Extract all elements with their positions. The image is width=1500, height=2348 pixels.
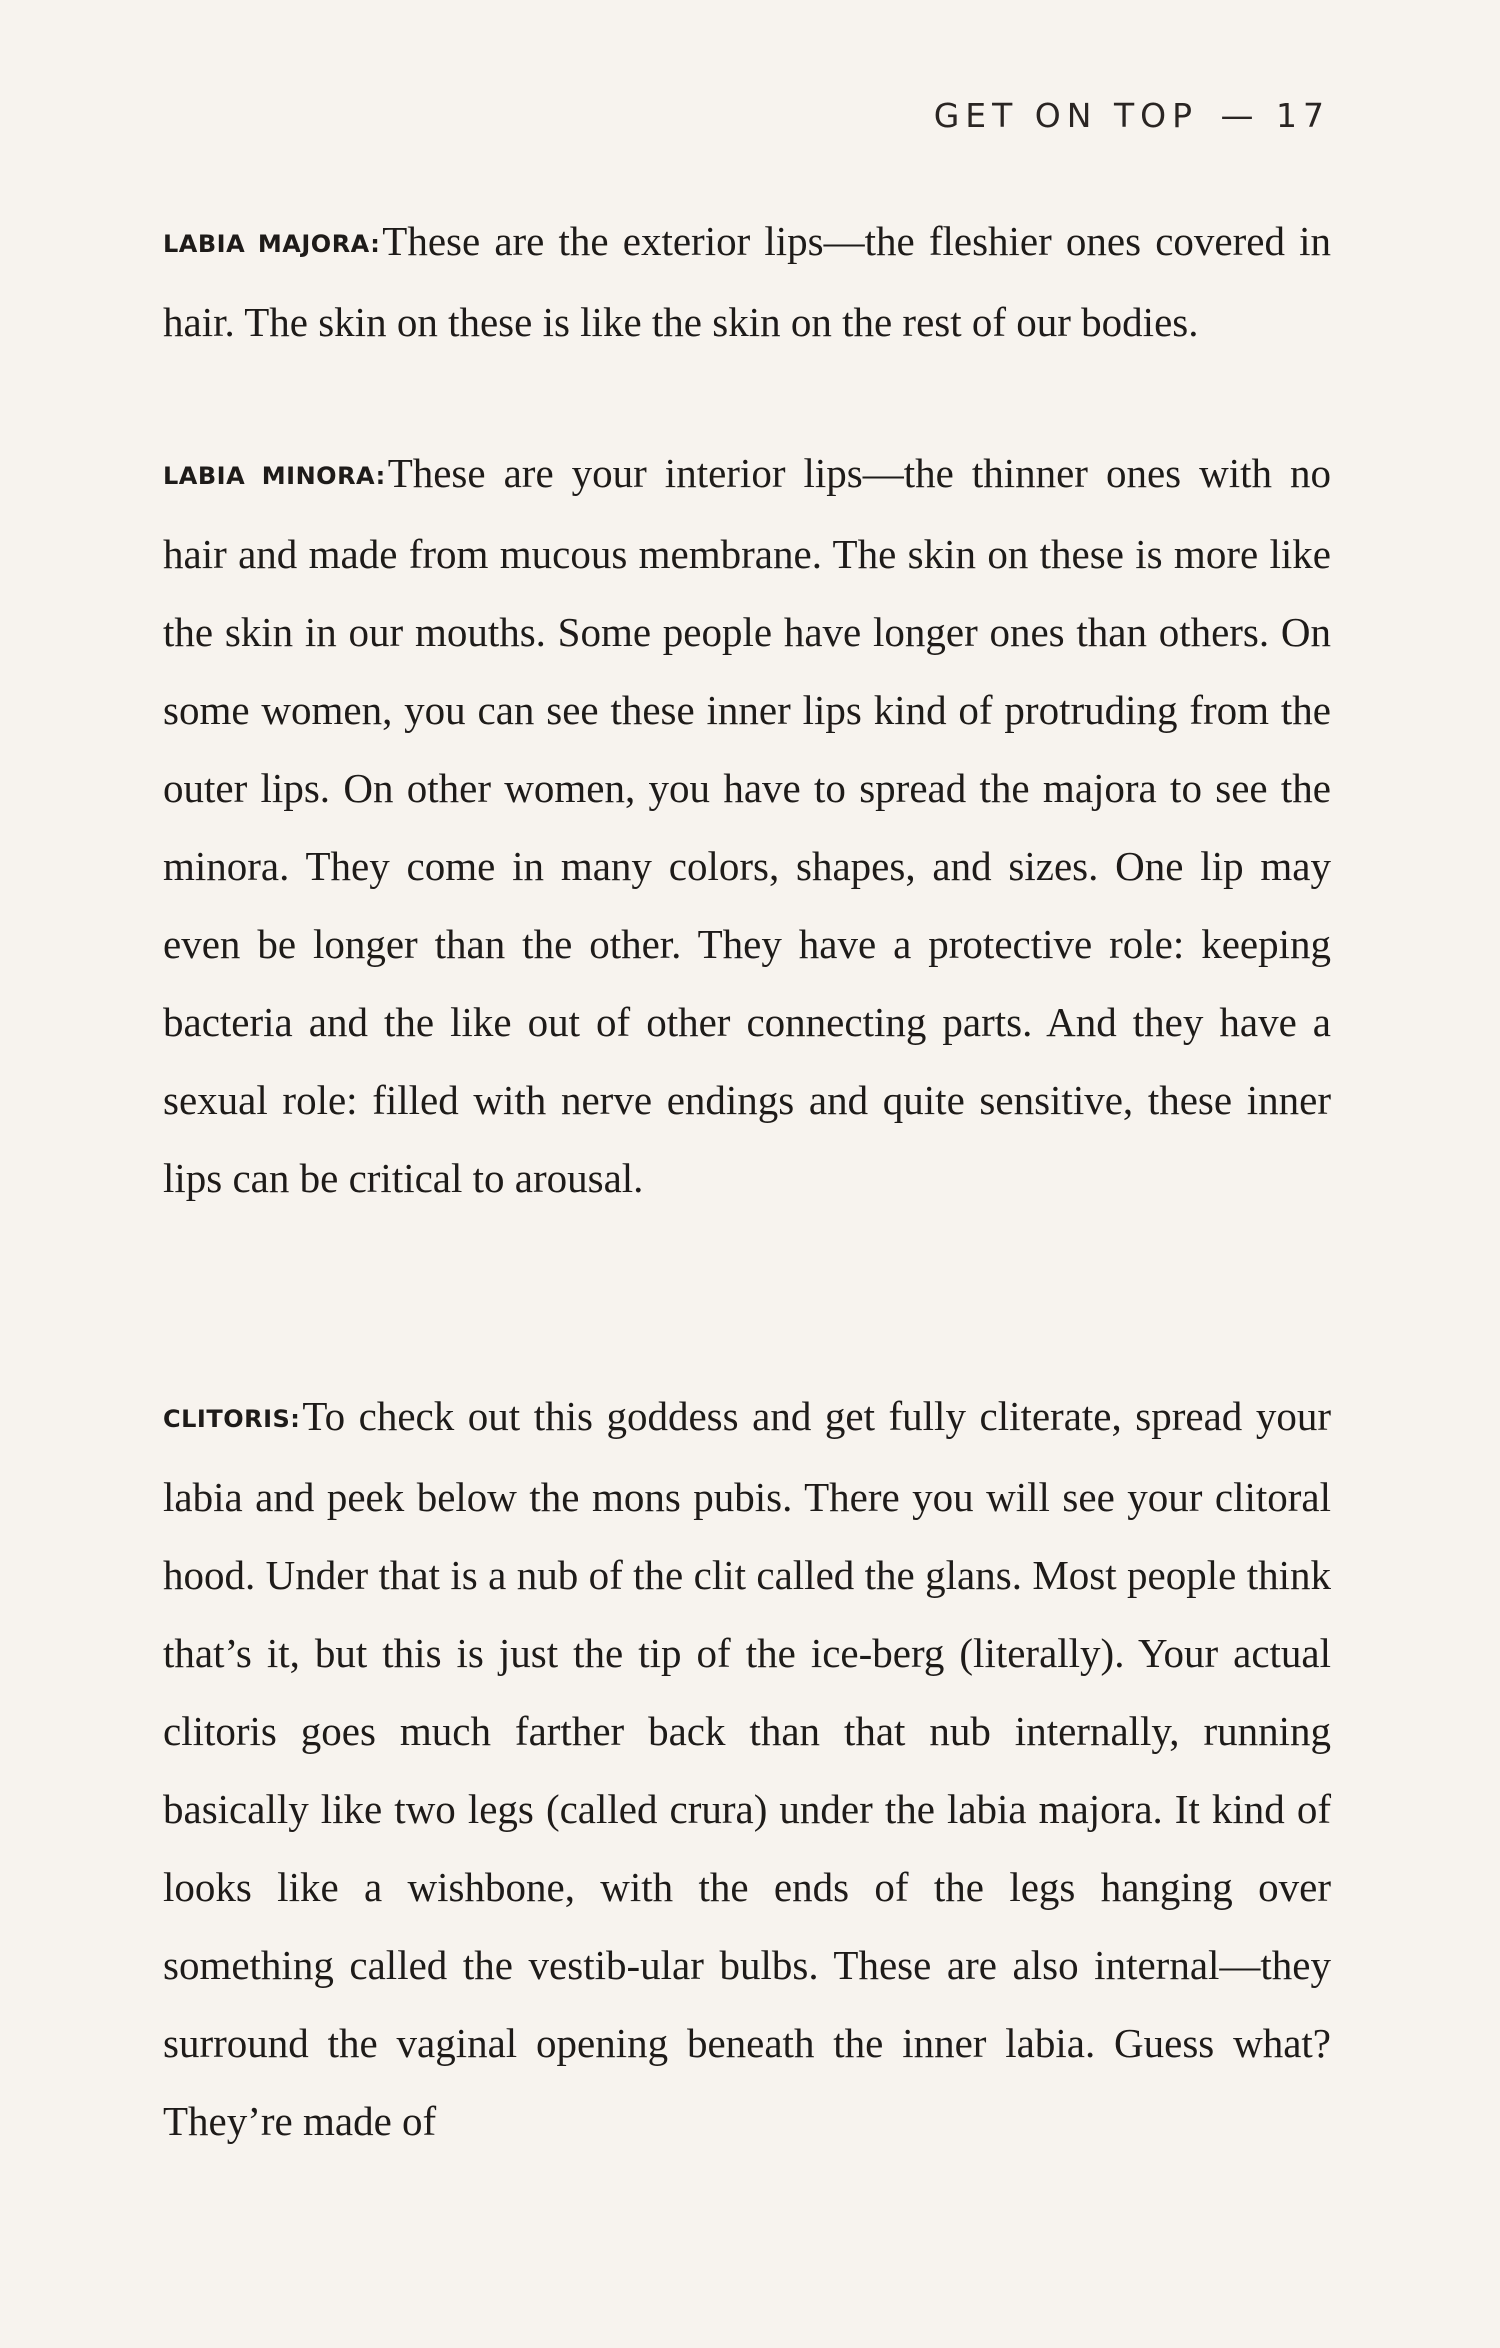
entry-term: CLITORIS: [163,1405,301,1434]
entry-text: These are the exterior lips—the fleshier ones covered in hair. The skin on these is like the skin on the rest of our bodies. [163,218,1331,346]
entry-labia-minora [163,434,1331,1217]
page-number: 17 [1276,96,1330,135]
entry-text: These are your interior lips—the thinner ones with no hair and made from mucous membrane. The skin on these is more like the skin in our mouths. Some people have longer ones than others. On some women, you can see these inner lips kind of protruding from the outer lips. On other women, you have to spread the majora to see the minora. They come in many colors, shapes, and sizes. One lip may even be longer than the other. They have a protective role: keeping bacteria and the like out of other connecting parts. And they have a sexual role: filled with nerve endings and quite sensitive, these inner lips can be critical to arousal. [163,450,1332,1202]
running-head-title: GET ON TOP [933,96,1198,135]
entry-text: To check out this goddess and get fully cliterate, spread your labia and peek below the mons pubis. There you will see your clitoral hood. Under that is a nub of the clit called the glans. Most people think that’s it, but this is just the tip of the ice-berg (literally). Your actual clitoris goes much farther back than that nub internally, running basically like two legs (called crura) under the labia majora. It kind of looks like a wishbone, with the ends of the legs hanging over something called the vestib-ular bulbs. These are also internal—they surround the vaginal opening beneath the inner labia. Guess what? They’re made of [163,1393,1331,2145]
entry-term: LABIA MAJORA: [163,230,381,259]
entry-clitoris [163,1377,1331,2160]
running-head-separator: — [1220,96,1254,135]
running-head [934,96,1330,135]
entry-term: LABIA MINORA: [163,462,386,491]
entry-labia-majora [163,202,1331,361]
